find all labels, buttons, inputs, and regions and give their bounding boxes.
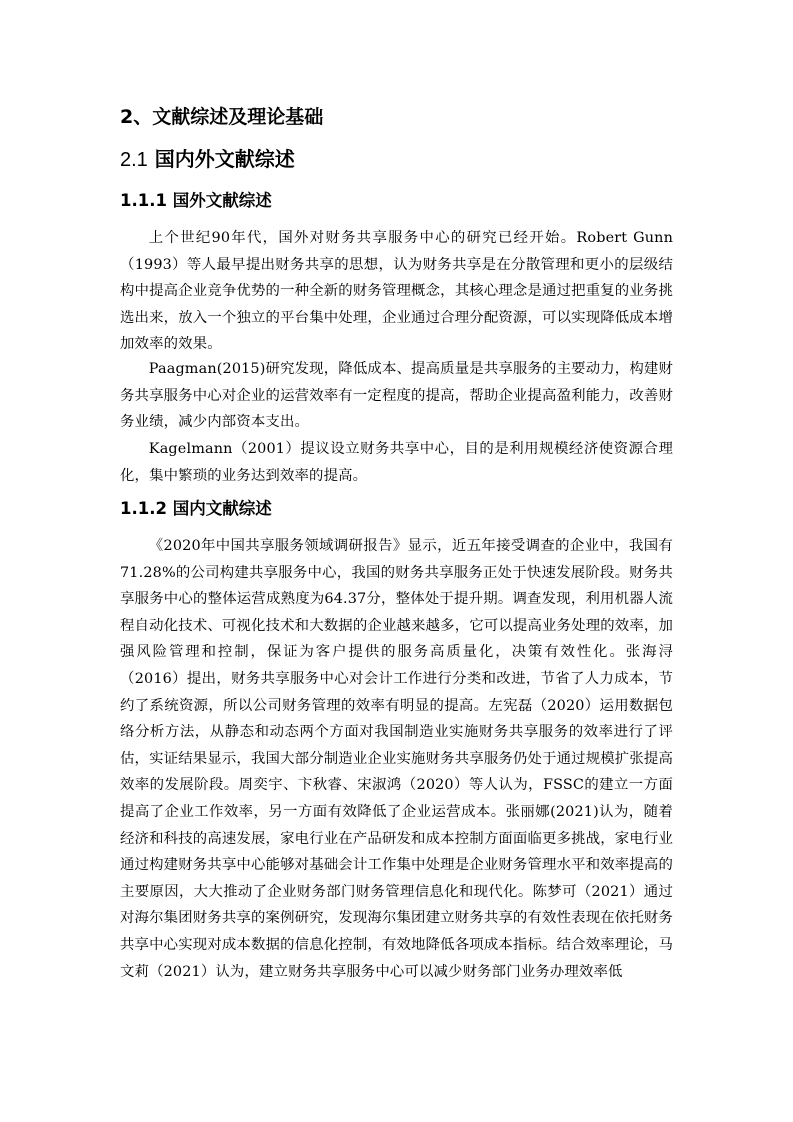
subsection-heading-domestic: 1.1.2 国内文献综述 — [120, 499, 272, 518]
section-heading — [120, 144, 295, 175]
subsection-heading-foreign: 1.1.1 国外文献综述 — [120, 191, 272, 210]
section-title: 国内外文献综述 — [154, 147, 295, 171]
section-number: 2.1 — [120, 149, 148, 171]
chapter-heading: 2、文献综述及理论基础 — [120, 106, 324, 128]
paragraph-foreign-2: Paagman(2015)研究发现，降低成本、提高质量是共享服务的主要动力，构建财务共享服务中心对企业的运营效率有一定程度的提高，帮助企业提高盈利能力，改善财务业绩，减少内部资本支出。 — [120, 361, 673, 431]
paragraph-domestic-1: 《2020年中国共享服务领域调研报告》显示，近五年接受调查的企业中，我国有71.28%的公司构建共享服务中心，我国的财务共享服务正处于快速发展阶段。财务共享服务中心的整体运营成熟度为64.37分，整体处于提升期。调查发现，利用机器人流程自动化技术、可视化技术和大数据的企业越来越多，它可以提高业务处理的效率，加强风险管理和控制，保证为客户提供的服务高质量化，决策有效性化。张海浔（2016）提出，财务共享服务中心对会计工作进行分类和改进，节省了人力成本，节约了系统资源，所以公司财务管理的效率有明显的提高。左宪磊（2020）运用数据包络分析方法，从静态和动态两个方面对我国制造业实施财务共享服务的效率进行了评估，实证结果显示，我国大部分制造业企业实施财务共享服务仍处于通过规模扩张提高效率的发展阶段。周奕宇、卞秋睿、宋淑鸿（2020）等人认为，FSSC的建立一方面提高了企业工作效率，另一方面有效降低了企业运营成本。张丽娜(2021)认为，随着经济和科技的高速发展，家电行业在产品研发和成本控制方面面临更多挑战，家电行业通过构建财务共享中心能够对基础会计工作集中处理是企业财务管理水平和效率提高的主要原因，大大推动了企业财务部门财务管理信息化和现代化。陈梦可（2021）通过对海尔集团财务共享的案例研究，发现海尔集团建立财务共享的有效性表现在依托财务共享中心实现对成本数据的信息化控制，有效地降低各项成本指标。结合效率理论，马文莉（2021）认为，建立财务共享服务中心可以减少财务部门业务办理效率低 — [120, 538, 673, 980]
paragraph-foreign-1: 上个世纪90年代，国外对财务共享服务中心的研究已经开始。Robert Gunn（1993）等人最早提出财务共享的思想，认为财务共享是在分散管理和更小的层级结构中提高企业竞争优势的一种全新的财务管理概念，其核心理念是通过把重复的业务挑选出来，放入一个独立的平台集中处理，企业通过合理分配资源，可以实现降低成本增加效率的效果。 — [120, 230, 673, 353]
paragraph-foreign-3: Kagelmann（2001）提议设立财务共享中心，目的是利用规模经济使资源合理化，集中繁琐的业务达到效率的提高。 — [120, 441, 673, 484]
